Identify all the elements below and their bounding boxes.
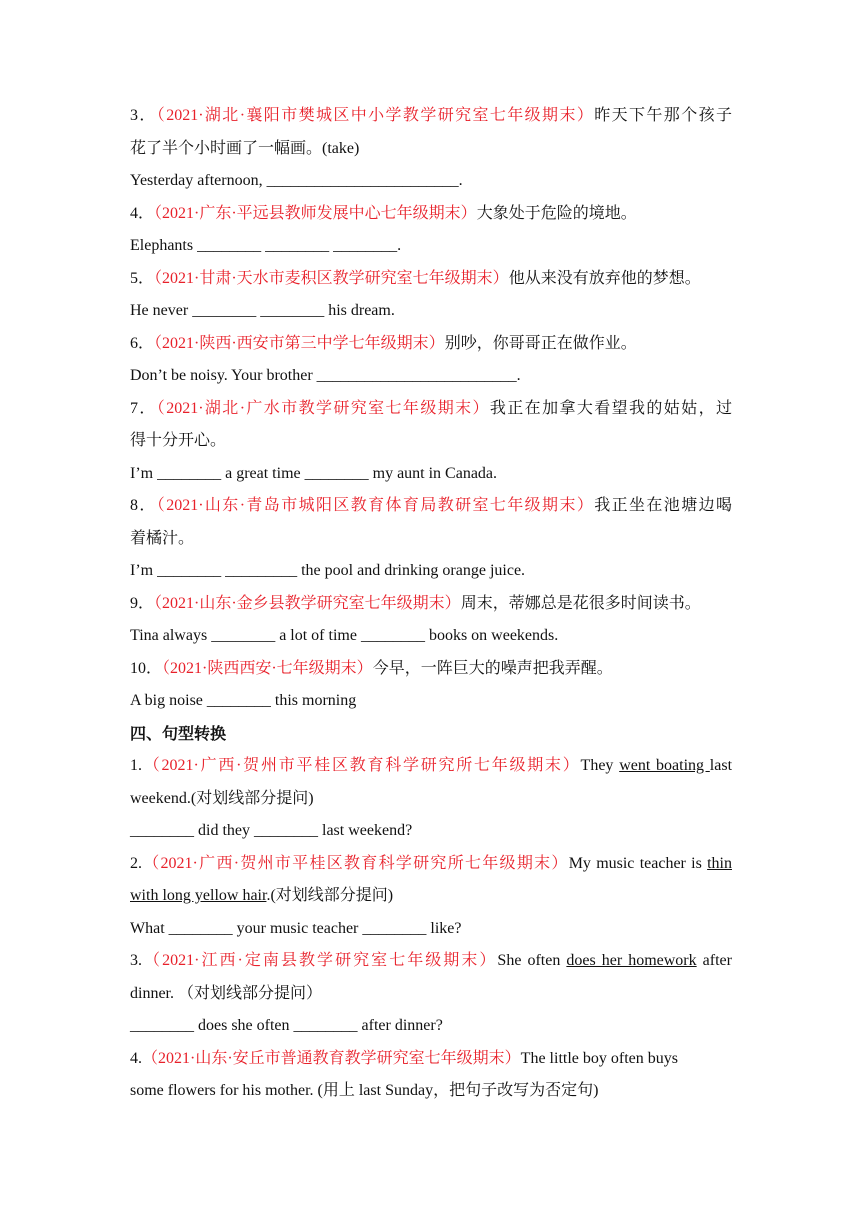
question-source: （2021·江西·定南县教学研究室七年级期末） [142, 952, 498, 969]
transform-question-2 [130, 848, 732, 881]
question-source: （2021·陕西西安·七年级期末） [162, 659, 373, 677]
underlined-phrase: does her homework [566, 952, 697, 969]
question-number: 2. [130, 854, 142, 872]
question-text: She often [497, 952, 567, 969]
question-9 [130, 588, 732, 621]
question-number: 3． [130, 107, 157, 124]
exercise-content [130, 100, 732, 1108]
transform-question-3-continued: dinner. （对划线部分提问） [130, 984, 322, 1002]
question-source: （2021·山东·青岛市城阳区教育体育局教研室七年级期末） [156, 497, 595, 514]
question-source: （2021·广西·贺州市平桂区教育科学研究所七年级期末） [142, 757, 581, 774]
question-prompt: 我正在加拿大看望我的姑姑，过 [489, 399, 732, 417]
question-source: （2021·广西·贺州市平桂区教育科学研究所七年级期末） [142, 854, 569, 872]
question-number: 10． [130, 659, 163, 677]
question-number: 7． [130, 399, 157, 417]
question-prompt: 花了半个小时画了一幅画。(take) [130, 139, 360, 157]
question-number: 4． [130, 204, 155, 222]
question-4 [130, 198, 732, 231]
question-7-continued [130, 425, 732, 458]
question-prompt: 大象处于危险的境地。 [476, 204, 637, 222]
question-8-answer[interactable]: I’m ________ _________ the pool and drinking orange juice. [130, 562, 526, 579]
question-source: （2021·广东·平远县教师发展中心七年级期末） [154, 204, 477, 222]
question-prompt: 着橘汁。 [130, 529, 195, 547]
question-prompt: 周末，蒂娜总是花很多时间读书。 [460, 594, 701, 612]
question-number: 6． [130, 334, 155, 352]
question-text: They [580, 757, 620, 774]
question-prompt: 他从来没有放弃他的梦想。 [508, 269, 701, 287]
question-prompt: 得十分开心。 [130, 432, 227, 449]
question-source: （2021·甘肃·天水市麦积区教学研究室七年级期末） [154, 269, 509, 287]
transform-question-3-answer[interactable]: ________ does she often ________ after dinner? [130, 1017, 443, 1034]
question-source: （2021·陕西·西安市第三中学七年级期末） [154, 334, 445, 352]
transform-question-1-continued: weekend.(对划线部分提问) [130, 789, 314, 807]
transform-question-4-continued: some flowers for his mother. (用上 last Sunday，把句子改写为否定句) [130, 1082, 599, 1099]
question-number: 9． [130, 594, 155, 612]
question-text: after [696, 952, 732, 969]
question-source: （2021·山东·安丘市普通教育教学研究室七年级期末） [142, 1049, 521, 1067]
question-6-answer[interactable]: Don’t be noisy. Your brother _________________________. [130, 367, 521, 384]
question-text: .(对划线部分提问) [266, 887, 394, 904]
question-3-continued [130, 133, 732, 166]
transform-question-2-continued [130, 880, 732, 913]
question-9-answer[interactable]: Tina always ________ a lot of time ________ books on weekends. [130, 627, 559, 644]
question-6 [130, 328, 732, 361]
question-10 [130, 653, 732, 686]
question-5 [130, 263, 732, 296]
question-number: 8． [130, 497, 157, 514]
transform-question-3 [130, 945, 732, 978]
question-prompt: 今早，一阵巨大的噪声把我弄醒。 [372, 659, 613, 677]
question-prompt: 别吵，你哥哥正在做作业。 [444, 334, 637, 352]
question-prompt: 我正坐在池塘边喝 [594, 497, 732, 514]
question-number: 1. [130, 757, 142, 774]
question-source: （2021·山东·金乡县教学研究室七年级期末） [154, 594, 461, 612]
question-source: （2021·湖北·襄阳市樊城区中小学教学研究室七年级期末） [156, 107, 595, 124]
question-8-continued [130, 523, 732, 556]
question-3-answer[interactable]: Yesterday afternoon, ________________________. [130, 172, 463, 189]
question-prompt: 昨天下午那个孩子 [594, 107, 732, 124]
question-4-answer[interactable]: Elephants ________ ________ ________. [130, 237, 402, 254]
question-7-answer[interactable]: I’m ________ a great time ________ my aunt in Canada. [130, 464, 498, 482]
transform-question-4 [130, 1043, 732, 1076]
question-5-answer[interactable]: He never ________ ________ his dream. [130, 302, 395, 319]
section-heading: 四、句型转换 [130, 723, 227, 743]
question-7 [130, 393, 732, 426]
question-text: The little boy often buys [520, 1049, 678, 1067]
question-8 [130, 490, 732, 523]
transform-question-1-answer[interactable]: ________ did they ________ last weekend? [130, 822, 413, 839]
question-text: My music teacher is [568, 854, 708, 872]
question-number: 3. [130, 952, 142, 969]
question-3 [130, 100, 732, 133]
underlined-phrase: thin [707, 854, 732, 872]
transform-question-1 [130, 750, 732, 783]
transform-question-2-answer[interactable]: What ________ your music teacher ________ like? [130, 919, 462, 937]
question-10-answer[interactable]: A big noise ________ this morning [130, 692, 357, 709]
underlined-phrase: went boating [619, 757, 710, 774]
question-source: （2021·湖北·广水市教学研究室七年级期末） [156, 399, 490, 417]
question-text: last [709, 757, 733, 774]
question-number: 5． [130, 269, 155, 287]
question-number: 4. [130, 1049, 142, 1067]
underlined-phrase: with long yellow hair [130, 887, 267, 904]
